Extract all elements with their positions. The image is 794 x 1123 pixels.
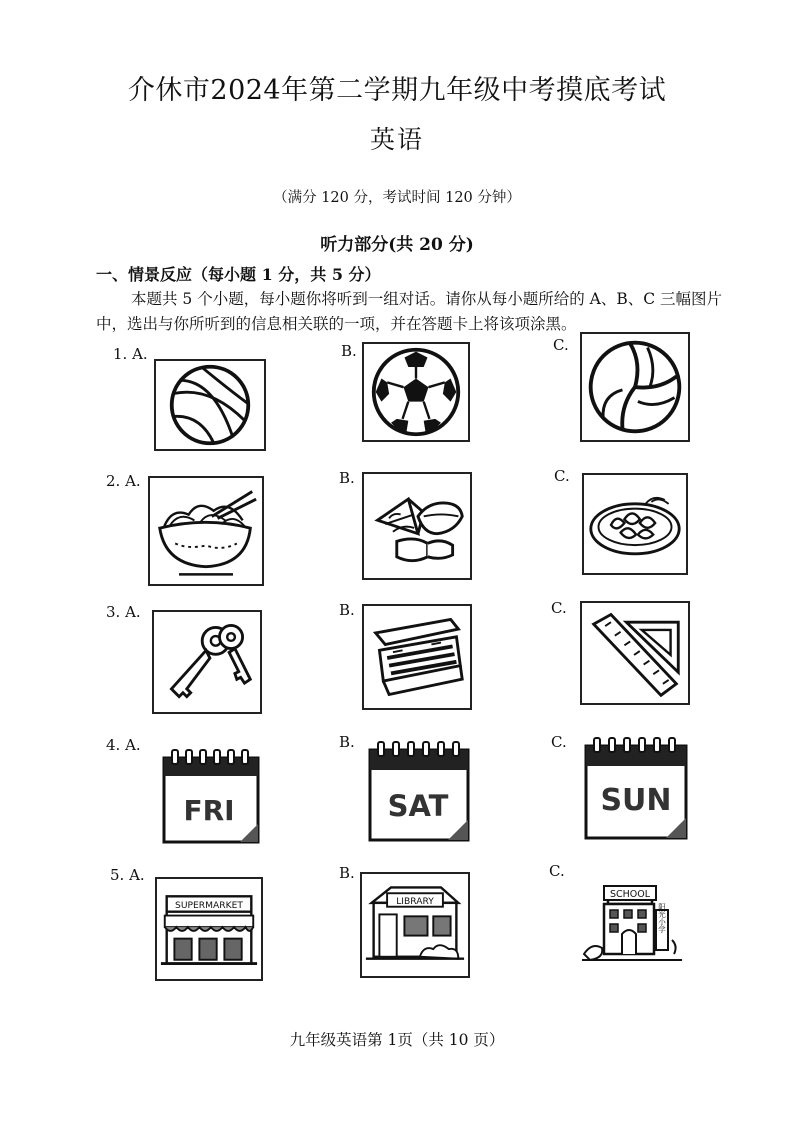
part-title: 一、情景反应（每小题 1 分，共 5 分） <box>96 265 381 284</box>
question-4-option-a-label: 4. A. <box>106 736 141 754</box>
question-1-option-c-label: C. <box>553 336 569 354</box>
calendar-day-text: SUN <box>600 783 672 818</box>
calendar-icon <box>584 736 688 842</box>
question-2-option-b-image[interactable] <box>362 472 472 580</box>
library-icon <box>362 874 468 976</box>
question-1-option-a-image[interactable] <box>154 359 266 451</box>
question-2-option-c-image[interactable] <box>582 473 688 575</box>
question-3-option-b-image[interactable] <box>362 604 472 710</box>
question-4-option-b-label: B. <box>339 733 355 751</box>
keys-icon <box>154 612 260 712</box>
calendar-icon <box>368 740 470 844</box>
volleyball-icon <box>582 334 688 440</box>
question-5-option-c-image[interactable] <box>578 868 686 974</box>
library-sign-text: LIBRARY <box>396 896 434 907</box>
question-4-option-a-image[interactable] <box>162 748 260 844</box>
question-5-option-a-label: 5. A. <box>110 866 145 884</box>
soccer-ball-icon <box>364 344 468 440</box>
question-4-option-c-label: C. <box>551 733 567 751</box>
supermarket-icon <box>157 879 261 979</box>
score-note: （满分 120 分，考试时间 120 分钟） <box>273 190 521 206</box>
basketball-icon <box>156 361 264 449</box>
calendar-icon <box>162 748 260 844</box>
question-5-option-a-image[interactable] <box>155 877 263 981</box>
question-3-option-b-label: B. <box>339 601 355 619</box>
question-5-option-b-image[interactable] <box>360 872 470 978</box>
question-3-option-c-label: C. <box>551 599 567 617</box>
shop-sign-text: SUPERMARKET <box>175 900 243 911</box>
question-5-option-b-label: B. <box>339 864 355 882</box>
pencil-case-icon <box>364 606 470 708</box>
calendar-day-text: FRI <box>183 794 235 827</box>
question-5-option-c-label: C. <box>549 862 565 880</box>
ruler-set-icon <box>582 603 688 703</box>
question-3-option-c-image[interactable] <box>580 601 690 705</box>
school-sign-text: SCHOOL <box>609 889 651 900</box>
question-2-option-a-image[interactable] <box>148 476 264 586</box>
instructions <box>96 287 736 337</box>
question-3-option-a-image[interactable] <box>152 610 262 714</box>
school-name-text: 阳光小学 <box>657 903 667 933</box>
calendar-day-text: SAT <box>387 789 449 823</box>
exam-subject: 英语 <box>369 125 424 154</box>
question-4-option-b-image[interactable] <box>368 740 470 844</box>
noodles-icon <box>150 478 262 584</box>
school-icon <box>578 868 686 974</box>
question-2-option-b-label: B. <box>339 469 355 487</box>
exam-title: 介休市2024年第二学期九年级中考摸底考试 <box>127 75 667 106</box>
question-2-option-c-label: C. <box>554 467 570 485</box>
section-title: 听力部分(共 20 分) <box>320 235 474 255</box>
instructions-text: 本题共 5 个小题，每小题你将听到一组对话。请你从每小题所给的 A、B、C 三幅图片中，选出与你所听到的信息相关联的一项，并在答题卡上将该项涂黑。 <box>96 290 723 333</box>
question-4-option-c-image[interactable] <box>584 736 688 842</box>
question-1-option-b-label: B. <box>341 342 357 360</box>
page-footer: 九年级英语第 1页（共 10 页） <box>289 1031 505 1049</box>
zongzi-icon <box>364 474 470 578</box>
question-1-option-b-image[interactable] <box>362 342 470 442</box>
question-1-option-a-label: 1. A. <box>113 345 148 363</box>
dumplings-icon <box>584 475 686 573</box>
question-1-option-c-image[interactable] <box>580 332 690 442</box>
question-3-option-a-label: 3. A. <box>106 603 141 621</box>
question-2-option-a-label: 2. A. <box>106 472 141 490</box>
